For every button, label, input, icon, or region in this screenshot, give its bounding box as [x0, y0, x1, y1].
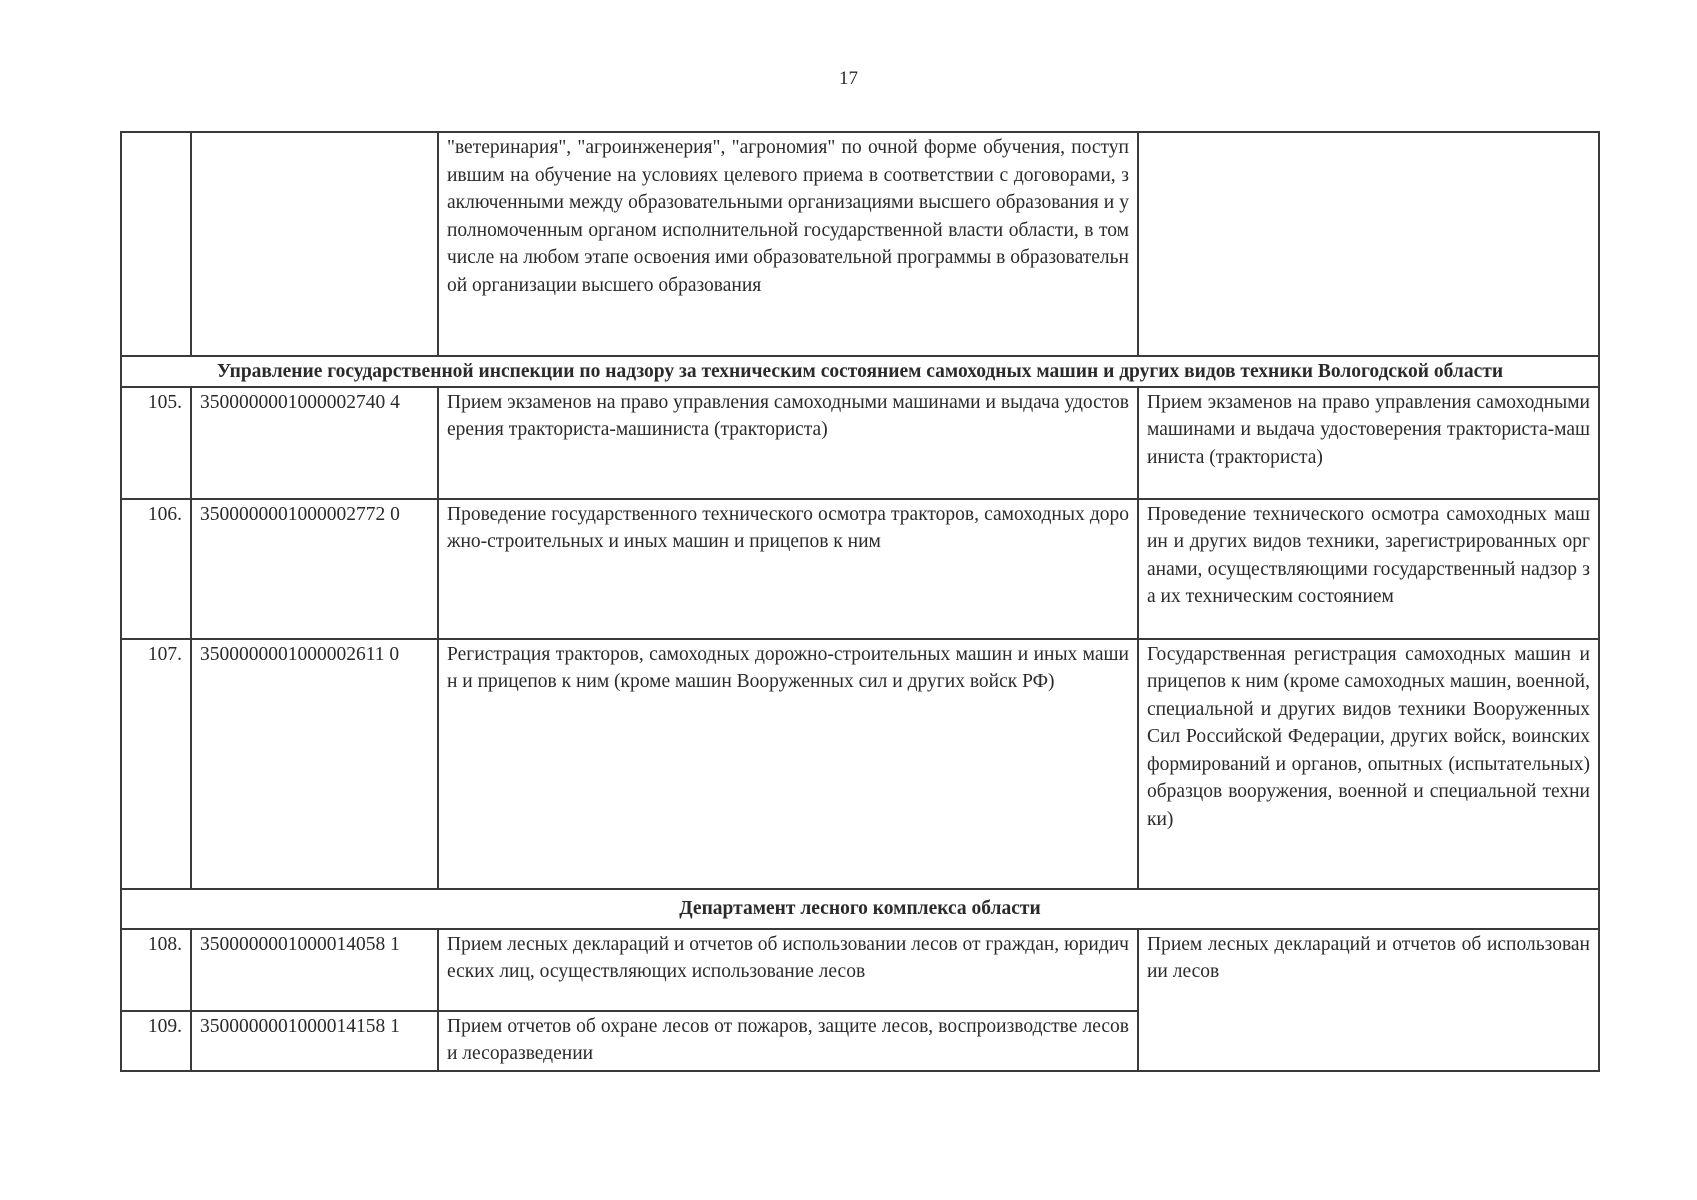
- section-title: Департамент лесного комплекса области: [121, 889, 1599, 929]
- row-number: 107.: [121, 639, 191, 889]
- service-name: Регистрация тракторов, самоходных дорожно-строительных машин и иных машин и прицепов к ним (кроме машин Вооруженных сил и других войск РФ): [438, 639, 1138, 889]
- table-row: [121, 499, 1599, 639]
- table-row: [121, 929, 1599, 1011]
- row-number: 109.: [121, 1011, 191, 1071]
- federal-service-name: Проведение технического осмотра самоходных машин и других видов техники, зарегистрированных органами, осуществляющими государственный надзор за их техническим состоянием: [1138, 499, 1599, 639]
- service-name: Прием отчетов об охране лесов от пожаров, защите лесов, воспроизводстве лесов и лесоразведении: [438, 1011, 1138, 1071]
- row-code-cell: [191, 132, 438, 356]
- federal-service-name: Прием лесных деклараций и отчетов об использовании лесов: [1138, 929, 1599, 1071]
- federal-service-name: Государственная регистрация самоходных машин и прицепов к ним (кроме самоходных машин, военной, специальной и других видов техники Вооруженных Сил Российской Федерации, других войск, воинских формирований и органов, опытных (испытательных) образцов вооружения, военной и специальной техники): [1138, 639, 1599, 889]
- row-number-cell: [121, 132, 191, 356]
- federal-service-cell: [1138, 132, 1599, 356]
- section-title: Управление государственной инспекции по надзору за техническим состоянием самоходных машин и других видов техники Вологодской области: [121, 356, 1599, 387]
- table-row: [121, 639, 1599, 889]
- section-header-row: [121, 356, 1599, 387]
- row-number: 108.: [121, 929, 191, 1011]
- row-code: 3500000001000002772 0: [191, 499, 438, 639]
- services-table: [120, 131, 1600, 1072]
- service-name: Прием лесных деклараций и отчетов об использовании лесов от граждан, юридических лиц, осуществляющих использование лесов: [438, 929, 1138, 1011]
- row-code: 3500000001000002740 4: [191, 387, 438, 499]
- page-number: 17: [839, 68, 858, 89]
- row-number: 106.: [121, 499, 191, 639]
- service-name-cell: "ветеринария", "агроинженерия", "агрономия" по очной форме обучения, поступившим на обучение на условиях целевого приема в соответствии с договорами, заключенными между образовательными организациями высшего образования и уполномоченным органом исполнительной государственной власти области, в том числе на любом этапе освоения ими образовательной программы в образовательной организации высшего образования: [438, 132, 1138, 356]
- section-header-row: [121, 889, 1599, 929]
- row-code: 3500000001000002611 0: [191, 639, 438, 889]
- row-code: 3500000001000014158 1: [191, 1011, 438, 1071]
- federal-service-name: Прием экзаменов на право управления самоходными машинами и выдача удостоверения тракториста-машиниста (тракториста): [1138, 387, 1599, 499]
- row-number: 105.: [121, 387, 191, 499]
- row-code: 3500000001000014058 1: [191, 929, 438, 1011]
- service-name: Проведение государственного технического осмотра тракторов, самоходных дорожно-строительных и иных машин и прицепов к ним: [438, 499, 1138, 639]
- table-row: [121, 387, 1599, 499]
- service-name: Прием экзаменов на право управления самоходными машинами и выдача удостоверения тракториста-машиниста (тракториста): [438, 387, 1138, 499]
- continuation-row: [121, 132, 1599, 356]
